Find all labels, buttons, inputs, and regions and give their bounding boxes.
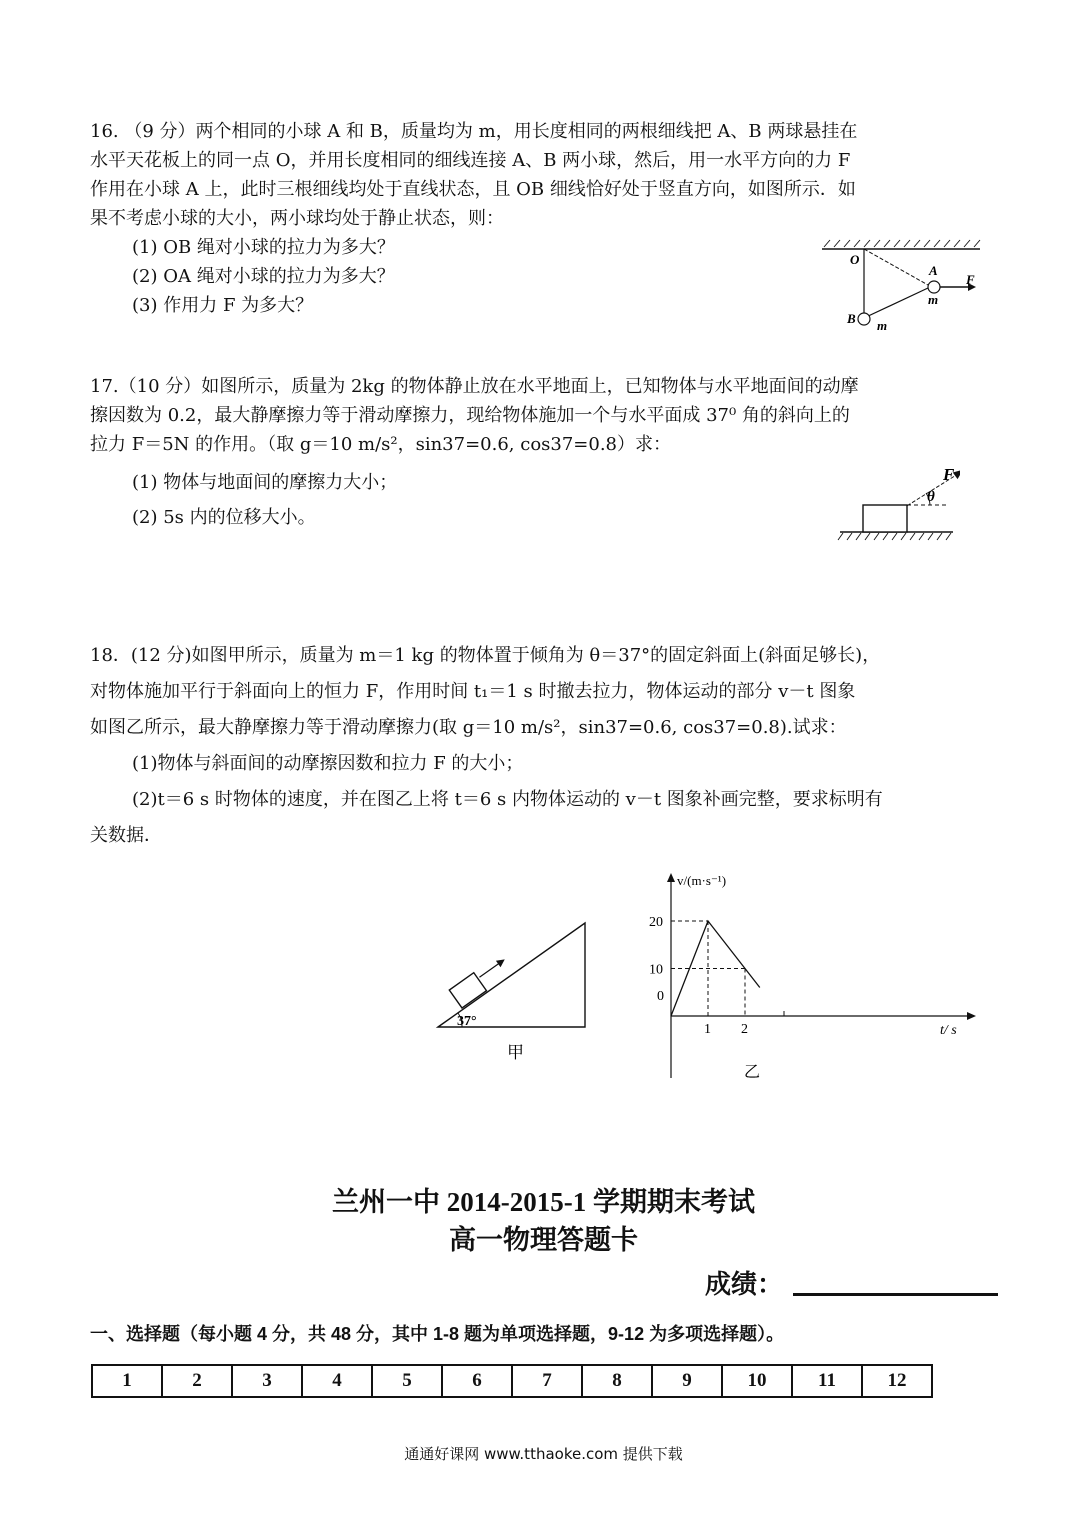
figure-yi-chart (640, 868, 985, 1083)
q17-line: 擦因数为 0.2，最大静摩擦力等于滑动摩擦力，现给物体施加一个与水平面成 37⁰ 角的斜向上的 (90, 405, 850, 426)
answer-cell-3[interactable]: 3 (232, 1365, 302, 1397)
q18-line: 18．(12 分)如图甲所示，质量为 m＝1 kg 的物体置于倾角为 θ＝37°的固定斜面上(斜面足够长)， (90, 645, 881, 666)
label-m-b: m (877, 318, 888, 333)
answer-table (91, 1364, 933, 1398)
answer-cell-12[interactable]: 12 (862, 1365, 932, 1397)
q16-line: 水平天花板上的同一点 O，并用长度相同的细线连接 A、B 两小球，然后，用一水平方向的力 F (90, 150, 851, 171)
label-m-a: m (928, 292, 939, 307)
answer-cell-2[interactable]: 2 (162, 1365, 232, 1397)
label-A: A (929, 263, 938, 278)
y-axis-arrow (667, 873, 675, 882)
answer-cell-10[interactable]: 10 (722, 1365, 792, 1397)
q18-line: 如图乙所示，最大静摩擦力等于滑动摩擦力(取 g＝10 m/s²，sin37=0.6, cos37=0.8).试求： (90, 717, 847, 738)
label-F: F (943, 465, 955, 484)
q18-line: 对物体施加平行于斜面向上的恒力 F，作用时间 t₁＝1 s 时撤去拉力，物体运动的部分 v－t 图象 (90, 681, 856, 702)
q17-figure (835, 462, 960, 547)
answer-cell-7[interactable]: 7 (512, 1365, 582, 1397)
q16-line: 作用在小球 A 上，此时三根细线均处于直线状态，且 OB 细线恰好处于竖直方向，如图所示．如 (90, 179, 856, 200)
y-tick-label: 10 (649, 962, 663, 978)
q17-sub-1: (1) 物体与地面间的摩擦力大小； (132, 472, 398, 493)
angle-label: 37° (457, 1014, 477, 1029)
label-theta: θ (927, 489, 935, 505)
label-F: F (966, 272, 975, 287)
answer-card-subtitle: 高一物理答题卡 (449, 1225, 638, 1255)
answer-number-row (92, 1365, 932, 1397)
q16-figure (810, 236, 990, 336)
q16-sub-1: (1) OB 绳对小球的拉力为多大？ (132, 237, 395, 258)
answer-cell-1[interactable]: 1 (92, 1365, 162, 1397)
x-axis-label: t/ s (940, 1023, 957, 1038)
q18-line: 关数据． (90, 825, 162, 846)
label-B: B (847, 311, 856, 326)
caption-jia: 甲 (507, 1043, 524, 1062)
figure-jia (430, 915, 595, 1065)
question-16 (90, 117, 1000, 233)
q16-line: 16. （9 分）两个相同的小球 A 和 B，质量均为 m，用长度相同的两根细线把 A、B 两球悬挂在 (90, 121, 858, 142)
question-18 (90, 638, 1000, 854)
score-label: 成绩： (705, 1269, 784, 1299)
y-axis-label: v/(m·s⁻¹) (677, 873, 727, 888)
answer-cell-9[interactable]: 9 (652, 1365, 722, 1397)
answer-cell-4[interactable]: 4 (302, 1365, 372, 1397)
caption-yi: 乙 (744, 1064, 761, 1081)
question-17 (90, 372, 1000, 459)
q16-sub-3: (3) 作用力 F 为多大？ (132, 295, 314, 316)
x-tick-label: 1 (704, 1022, 711, 1037)
answer-cell-6[interactable]: 6 (442, 1365, 512, 1397)
x-axis-arrow (967, 1012, 976, 1020)
q16-line: 果不考虑小球的大小，两小球均处于静止状态，则： (90, 208, 504, 229)
y-tick-label: 20 (649, 915, 663, 930)
q17-sub-2: (2) 5s 内的位移大小。 (132, 507, 316, 528)
answer-card-title: 兰州一中 2014-2015-1 学期期末考试 (332, 1187, 755, 1217)
q17-line: 拉力 F＝5N 的作用。（取 g＝10 m/s²，sin37=0.6, cos37=0.8）求： (90, 434, 671, 455)
label-O: O (850, 252, 860, 267)
answer-cell-8[interactable]: 8 (582, 1365, 652, 1397)
score-blank[interactable] (793, 1293, 998, 1296)
q18-line: (1)物体与斜面间的动摩擦因数和拉力 F 的大小； (132, 753, 524, 774)
x-tick-label: 0 (657, 989, 664, 1004)
q17-line: 17.（10 分）如图所示，质量为 2kg 的物体静止放在水平地面上，已知物体与水平地面间的动摩 (90, 376, 859, 397)
footer-credit: 通通好课网 www.tthaoke.com 提供下载 (404, 1445, 683, 1463)
answer-cell-5[interactable]: 5 (372, 1365, 442, 1397)
x-tick-label: 2 (741, 1022, 748, 1037)
q18-line: (2)t＝6 s 时物体的速度，并在图乙上将 t＝6 s 内物体运动的 v－t 图象补画完整，要求标明有 (132, 789, 883, 810)
q16-sub-2: (2) OA 绳对小球的拉力为多大？ (132, 266, 395, 287)
answer-cell-11[interactable]: 11 (792, 1365, 862, 1397)
section-1-heading: 一、选择题（每小题 4 分，共 48 分，其中 1-8 题为单项选择题，9-12 为多项选择题）。 (90, 1324, 785, 1344)
